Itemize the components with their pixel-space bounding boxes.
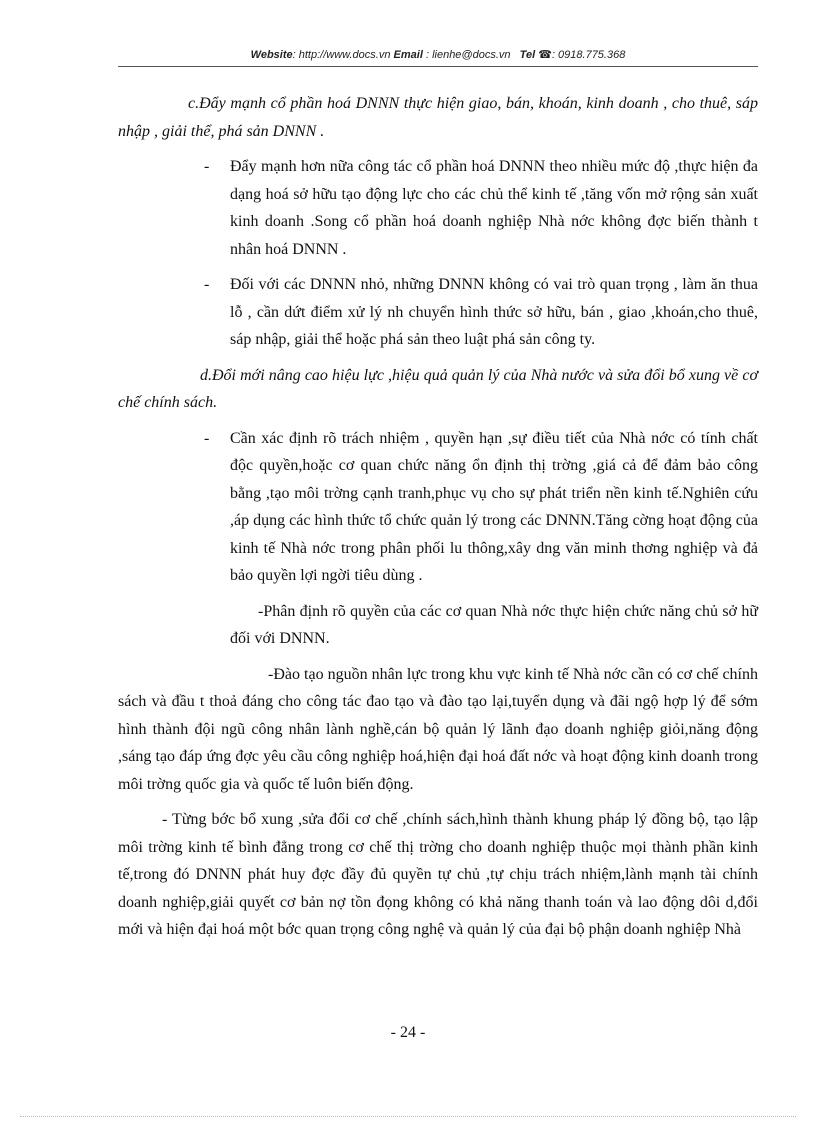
list-item [118,271,758,354]
email-label: Email [393,49,423,61]
paragraph-dao-tao: -Đào tạo nguồn nhân lực trong khu vực kinh tế Nhà nớc cần có cơ chế chính sách và đầu t thoả đáng cho công tác đao tạo và đào tạo lại,tuyển dụng và đãi ngộ hợp lý để sớm hình thành đội ngũ công nhân lành nghề,cán bộ quản lý lãnh đạo doanh nghiệp giỏi,năng động ,sáng tạo đáp ứng đợc yêu cầu công nghiệp hoá,hiện đại hoá đất nớc và hoạt động kinh doanh trong môi trờng quốc gia và quốc tế luôn biến động. [118,665,758,793]
page-header [118,44,758,67]
section-d-list [118,425,758,590]
bullet-dash: - [204,429,210,447]
section-d-heading: d.Đổi mới nâng cao hiệu lực ,hiệu quả quản lý của Nhà nước và sửa đổi bổ xung về cơ chế chính sách. [118,366,758,411]
list-item [118,153,758,263]
phone-icon: ☎ [538,49,552,61]
list-item-text: Đối với các DNNN nhỏ, những DNNN không có vai trò quan trọng , làm ăn thua lỗ , cần dứt điểm xử lý nh chuyển hình thức sở hữu, bán , giao ,khoán,cho thuê, sáp nhập, giải thể hoặc phá sản theo luật phá sản công ty. [230,276,758,348]
section-c-heading: c.Đẩy mạnh cổ phần hoá DNNN thực hiện giao, bán, khoán, kinh doanh , cho thuê, sáp nhập , giải thể, phá sản DNNN . [118,95,758,140]
bullet-dash: - [204,276,210,293]
email-value: : lienhe@docs.vn [425,49,511,61]
list-item [118,425,758,590]
paragraph-tung-buoc: - Từng bớc bổ xung ,sửa đổi cơ chế ,chính sách,hình thành khung pháp lý đồng bộ, tạo lập môi trờng kinh tế bình đẳng trong cơ chế thị trờng cho doanh nghiệp thuộc mọi thành phần kinh tế,trong đó DNNN phát huy đợc đầy đủ quyền tự chủ ,tự chịu trách nhiệm,lành mạnh tài chính doanh nghiệp,giải quyết cơ bản nợ tồn đọng không có khả năng thanh toán và lao động dôi d,đổi mới và hiện đại hoá một bớc quan trọng công nghệ và quản lý của đại bộ phận doanh nghiệp Nhà [118,811,758,938]
section-c-list [118,153,758,354]
list-item-text: Đẩy mạnh hơn nữa công tác cổ phần hoá DNNN theo nhiều mức độ ,thực hiện đa dạng hoá sở hữu tạo động lực cho các chủ thể kinh tế ,tăng vốn mở rộng sản xuất kinh doanh .Song cổ phần hoá doanh nghiệp Nhà nớc không đợc biến thành t nhân hoá DNNN . [230,158,758,258]
tel-label: Tel [519,49,536,61]
page-content [118,90,758,944]
page-bottom-border [20,1116,796,1117]
item-phan-dinh: -Phân định rõ quyền của các cơ quan Nhà nớc thực hiện chức năng chủ sở hữ đối với DNNN. [230,602,758,647]
bullet-dash: - [204,158,210,175]
website-label: Website [250,49,293,61]
tel-value: : 0918.775.368 [551,49,626,61]
website-value: : http://www.docs.vn [292,49,391,61]
page-number: - 24 - [390,1024,426,1041]
list-item-text: Cần xác định rõ trách nhiệm , quyền hạn ,sự điều tiết của Nhà nớc có tính chất độc quyền,hoặc cơ quan chức năng ổn định thị trờng ,giá cả để đảm bảo công bằng ,tạo môi trờng cạnh tranh,phục vụ cho sự phát triển nền kinh tế.Nghiên cứu ,áp dụng các hình thức tổ chức quản lý trong các DNNN.Tăng cờng hoạt động của kinh tế Nhà nớc trong phân phối lu thông,xây dng văn minh thơng nghiệp và đả bảo quyền lợi ngời tiêu dùng . [230,429,758,584]
